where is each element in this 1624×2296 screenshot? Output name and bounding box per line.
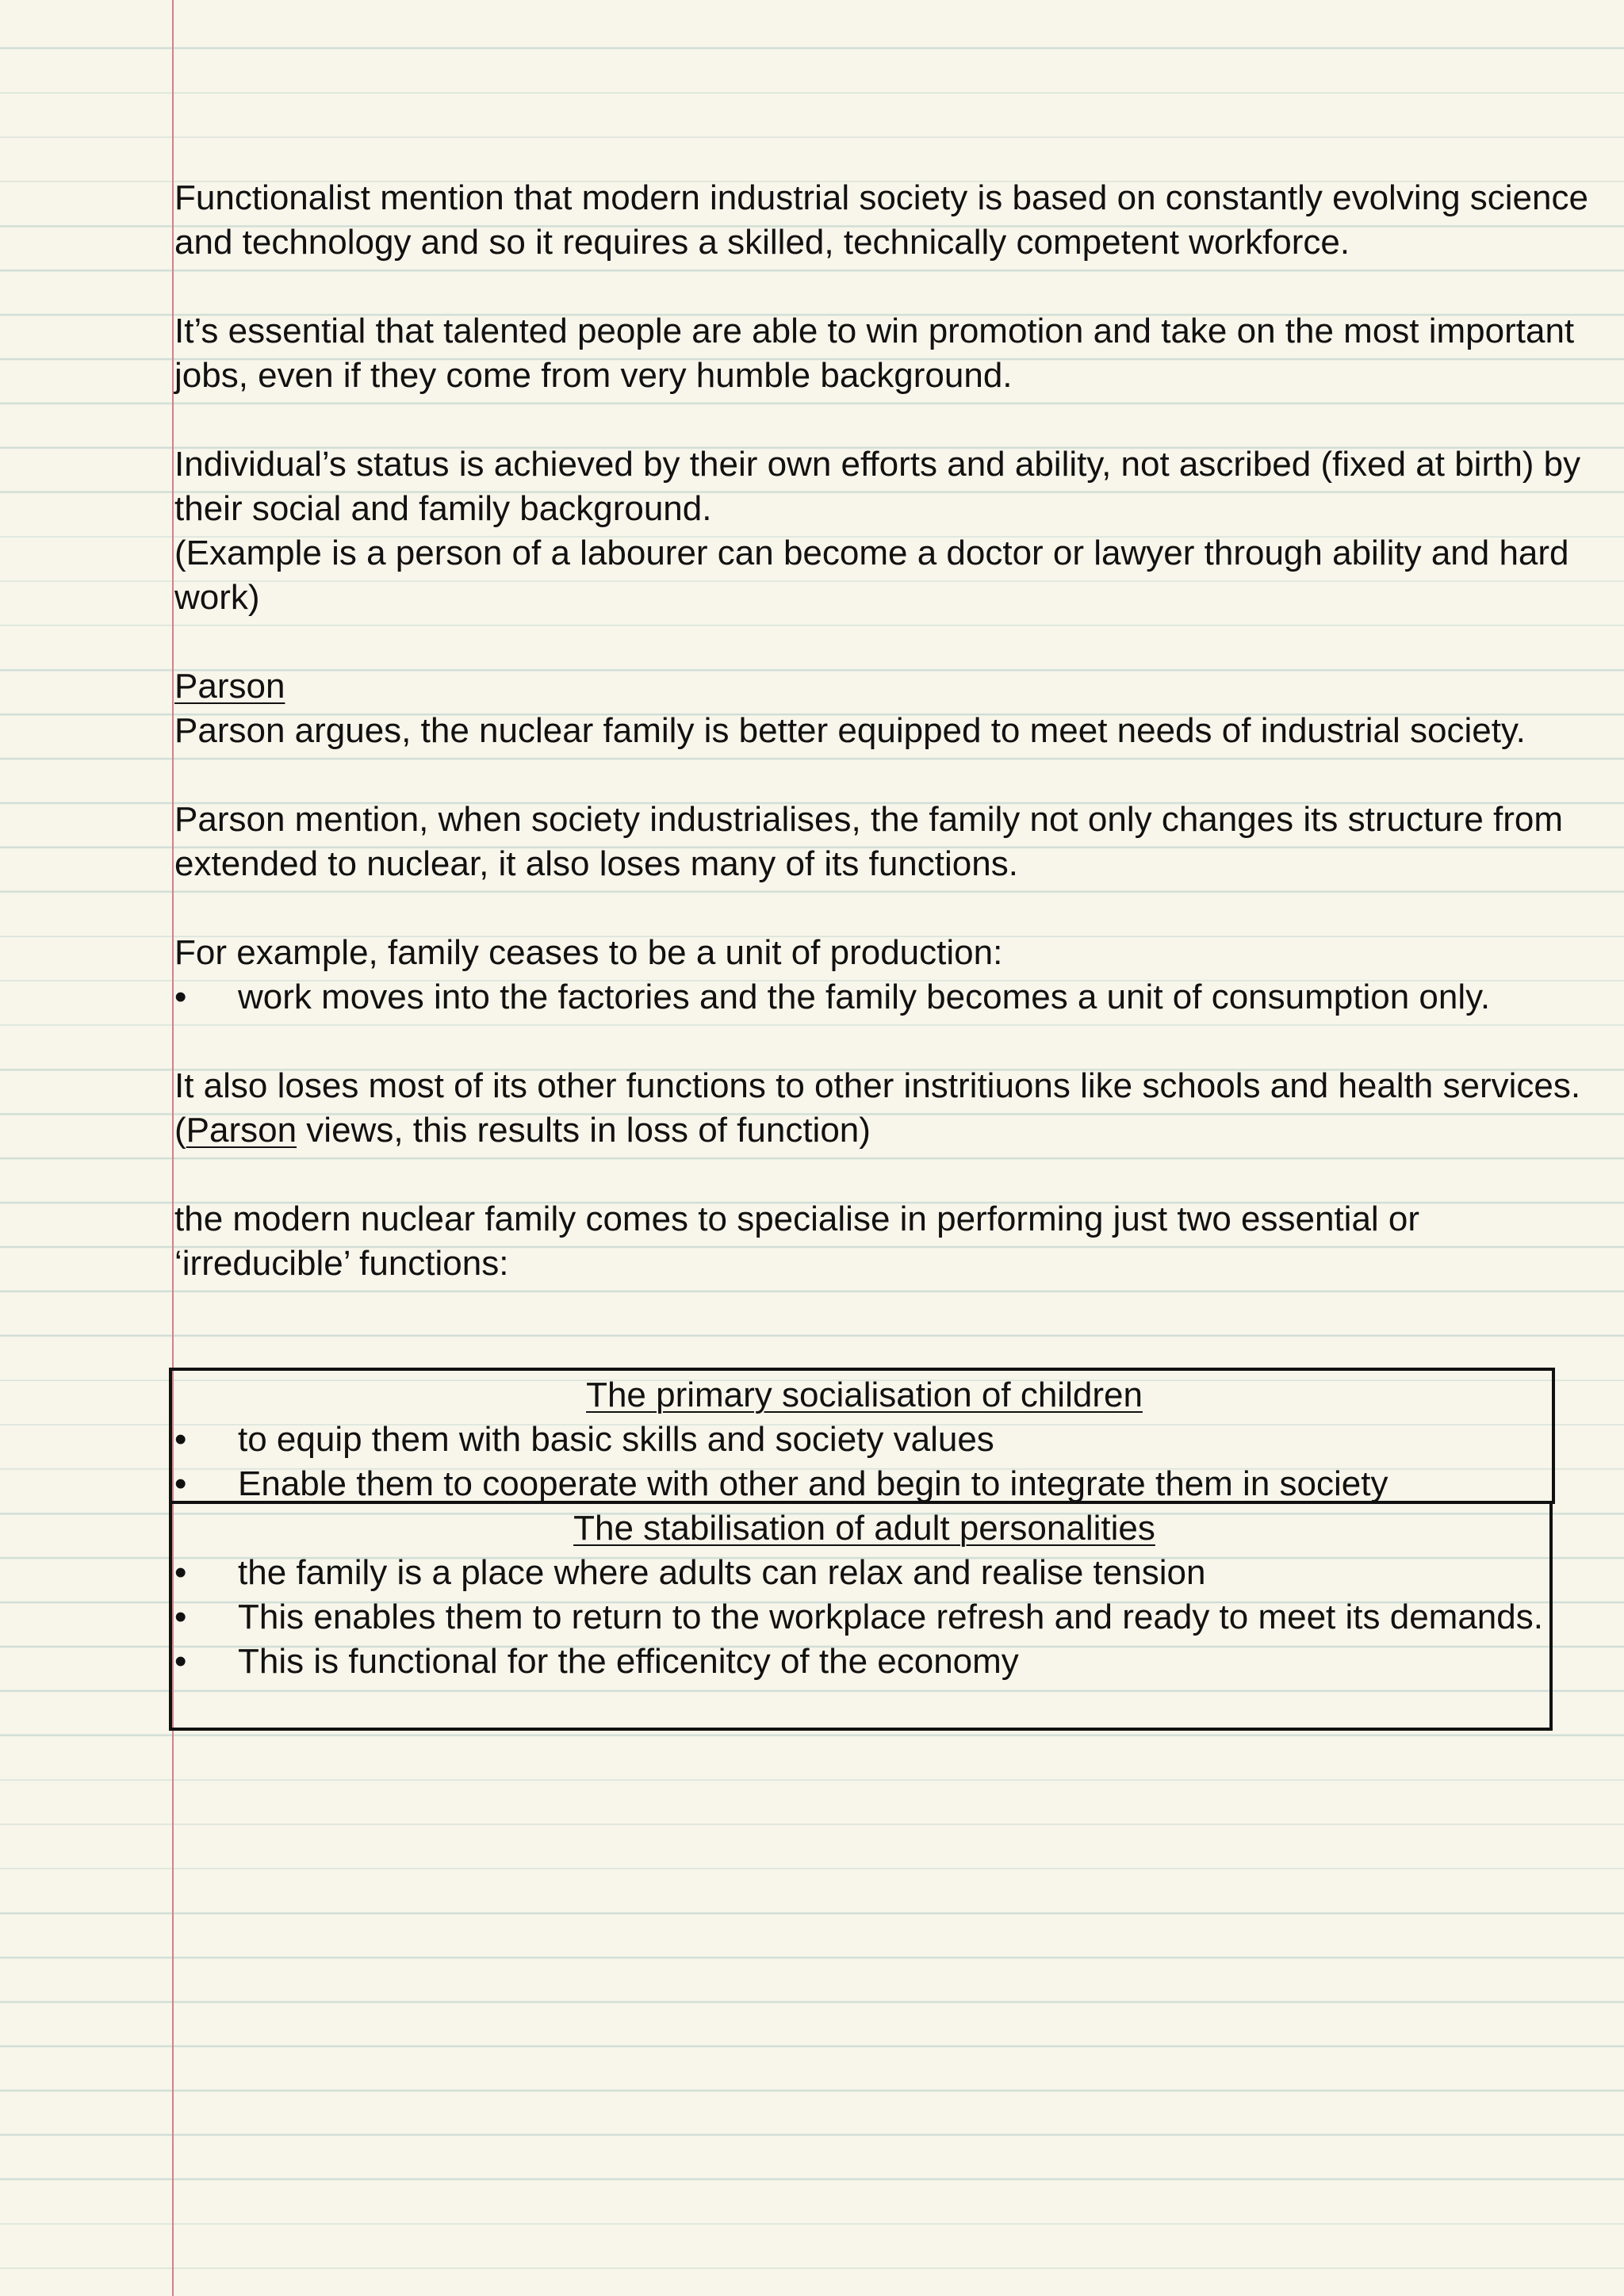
paragraph-production: For example, family ceases to be a unit of production:	[174, 933, 1003, 972]
heading-parson: Parson	[174, 667, 285, 706]
paragraph-functionalist: Functionalist mention that modern industrial society is based on constantly evolving science and technology and so it requires a skilled, technically competent workforce.	[174, 178, 1588, 262]
bullet-item	[174, 975, 1602, 1020]
paragraph-promotion: It’s essential that talented people are able to win promotion and take on the most important jobs, even if they come from very humble background.	[174, 312, 1575, 395]
bullet-icon: •	[174, 1642, 187, 1681]
loss-rest: views, this results in loss of function)	[297, 1111, 871, 1150]
parson-underlined: Parson	[186, 1111, 297, 1150]
box1-title: The primary socialisation of children	[586, 1376, 1143, 1414]
paragraph-example: (Example is a person of a labourer can become a doctor or lawyer through ability and hard work)	[174, 534, 1569, 617]
bullet-icon: •	[174, 1553, 187, 1592]
boxes-content	[174, 1373, 1602, 1684]
paragraph-loss-of-function	[174, 1108, 1602, 1153]
paren: (	[174, 1111, 186, 1150]
paragraph-other-functions: It also loses most of its other functions to other instritiuons like schools and health services.	[174, 1066, 1581, 1105]
box2-bullet-text: This is functional for the efficenitcy of the economy	[238, 1642, 1019, 1681]
paragraph-parson-argues: Parson argues, the nuclear family is better equipped to meet needs of industrial society.	[174, 711, 1526, 750]
bullet-text: work moves into the factories and the family becomes a unit of consumption only.	[238, 978, 1491, 1016]
paragraph-irreducible: the modern nuclear family comes to specialise in performing just two essential or ‘irreducible’ functions:	[174, 1200, 1420, 1283]
box2-bullet	[174, 1595, 1602, 1640]
box2-bullet	[174, 1551, 1602, 1595]
box1-bullet	[174, 1462, 1602, 1506]
box1-bullet-text: Enable them to cooperate with other and begin to integrate them in society	[238, 1464, 1388, 1503]
box1-bullet	[174, 1418, 1602, 1462]
box2-bullet-text: This enables them to return to the workplace refresh and ready to meet its demands.	[238, 1598, 1543, 1636]
bullet-icon: •	[174, 1420, 187, 1459]
box2-title: The stabilisation of adult personalities	[573, 1509, 1155, 1548]
box2-bullet	[174, 1640, 1602, 1684]
bullet-icon: •	[174, 1464, 187, 1503]
paragraph-status: Individual’s status is achieved by their own efforts and ability, not ascribed (fixed at birth) by their social and family background.	[174, 445, 1581, 528]
bullet-icon: •	[174, 1598, 187, 1636]
paragraph-parson-mention: Parson mention, when society industrialises, the family not only changes its structure from extended to nuclear, it also loses many of its functions.	[174, 800, 1564, 883]
note-body	[174, 176, 1602, 1286]
margin-line	[172, 0, 174, 2296]
bullet-icon: •	[174, 978, 187, 1016]
box2-bullet-text: the family is a place where adults can relax and realise tension	[238, 1553, 1206, 1592]
box1-bullet-text: to equip them with basic skills and society values	[238, 1420, 994, 1459]
